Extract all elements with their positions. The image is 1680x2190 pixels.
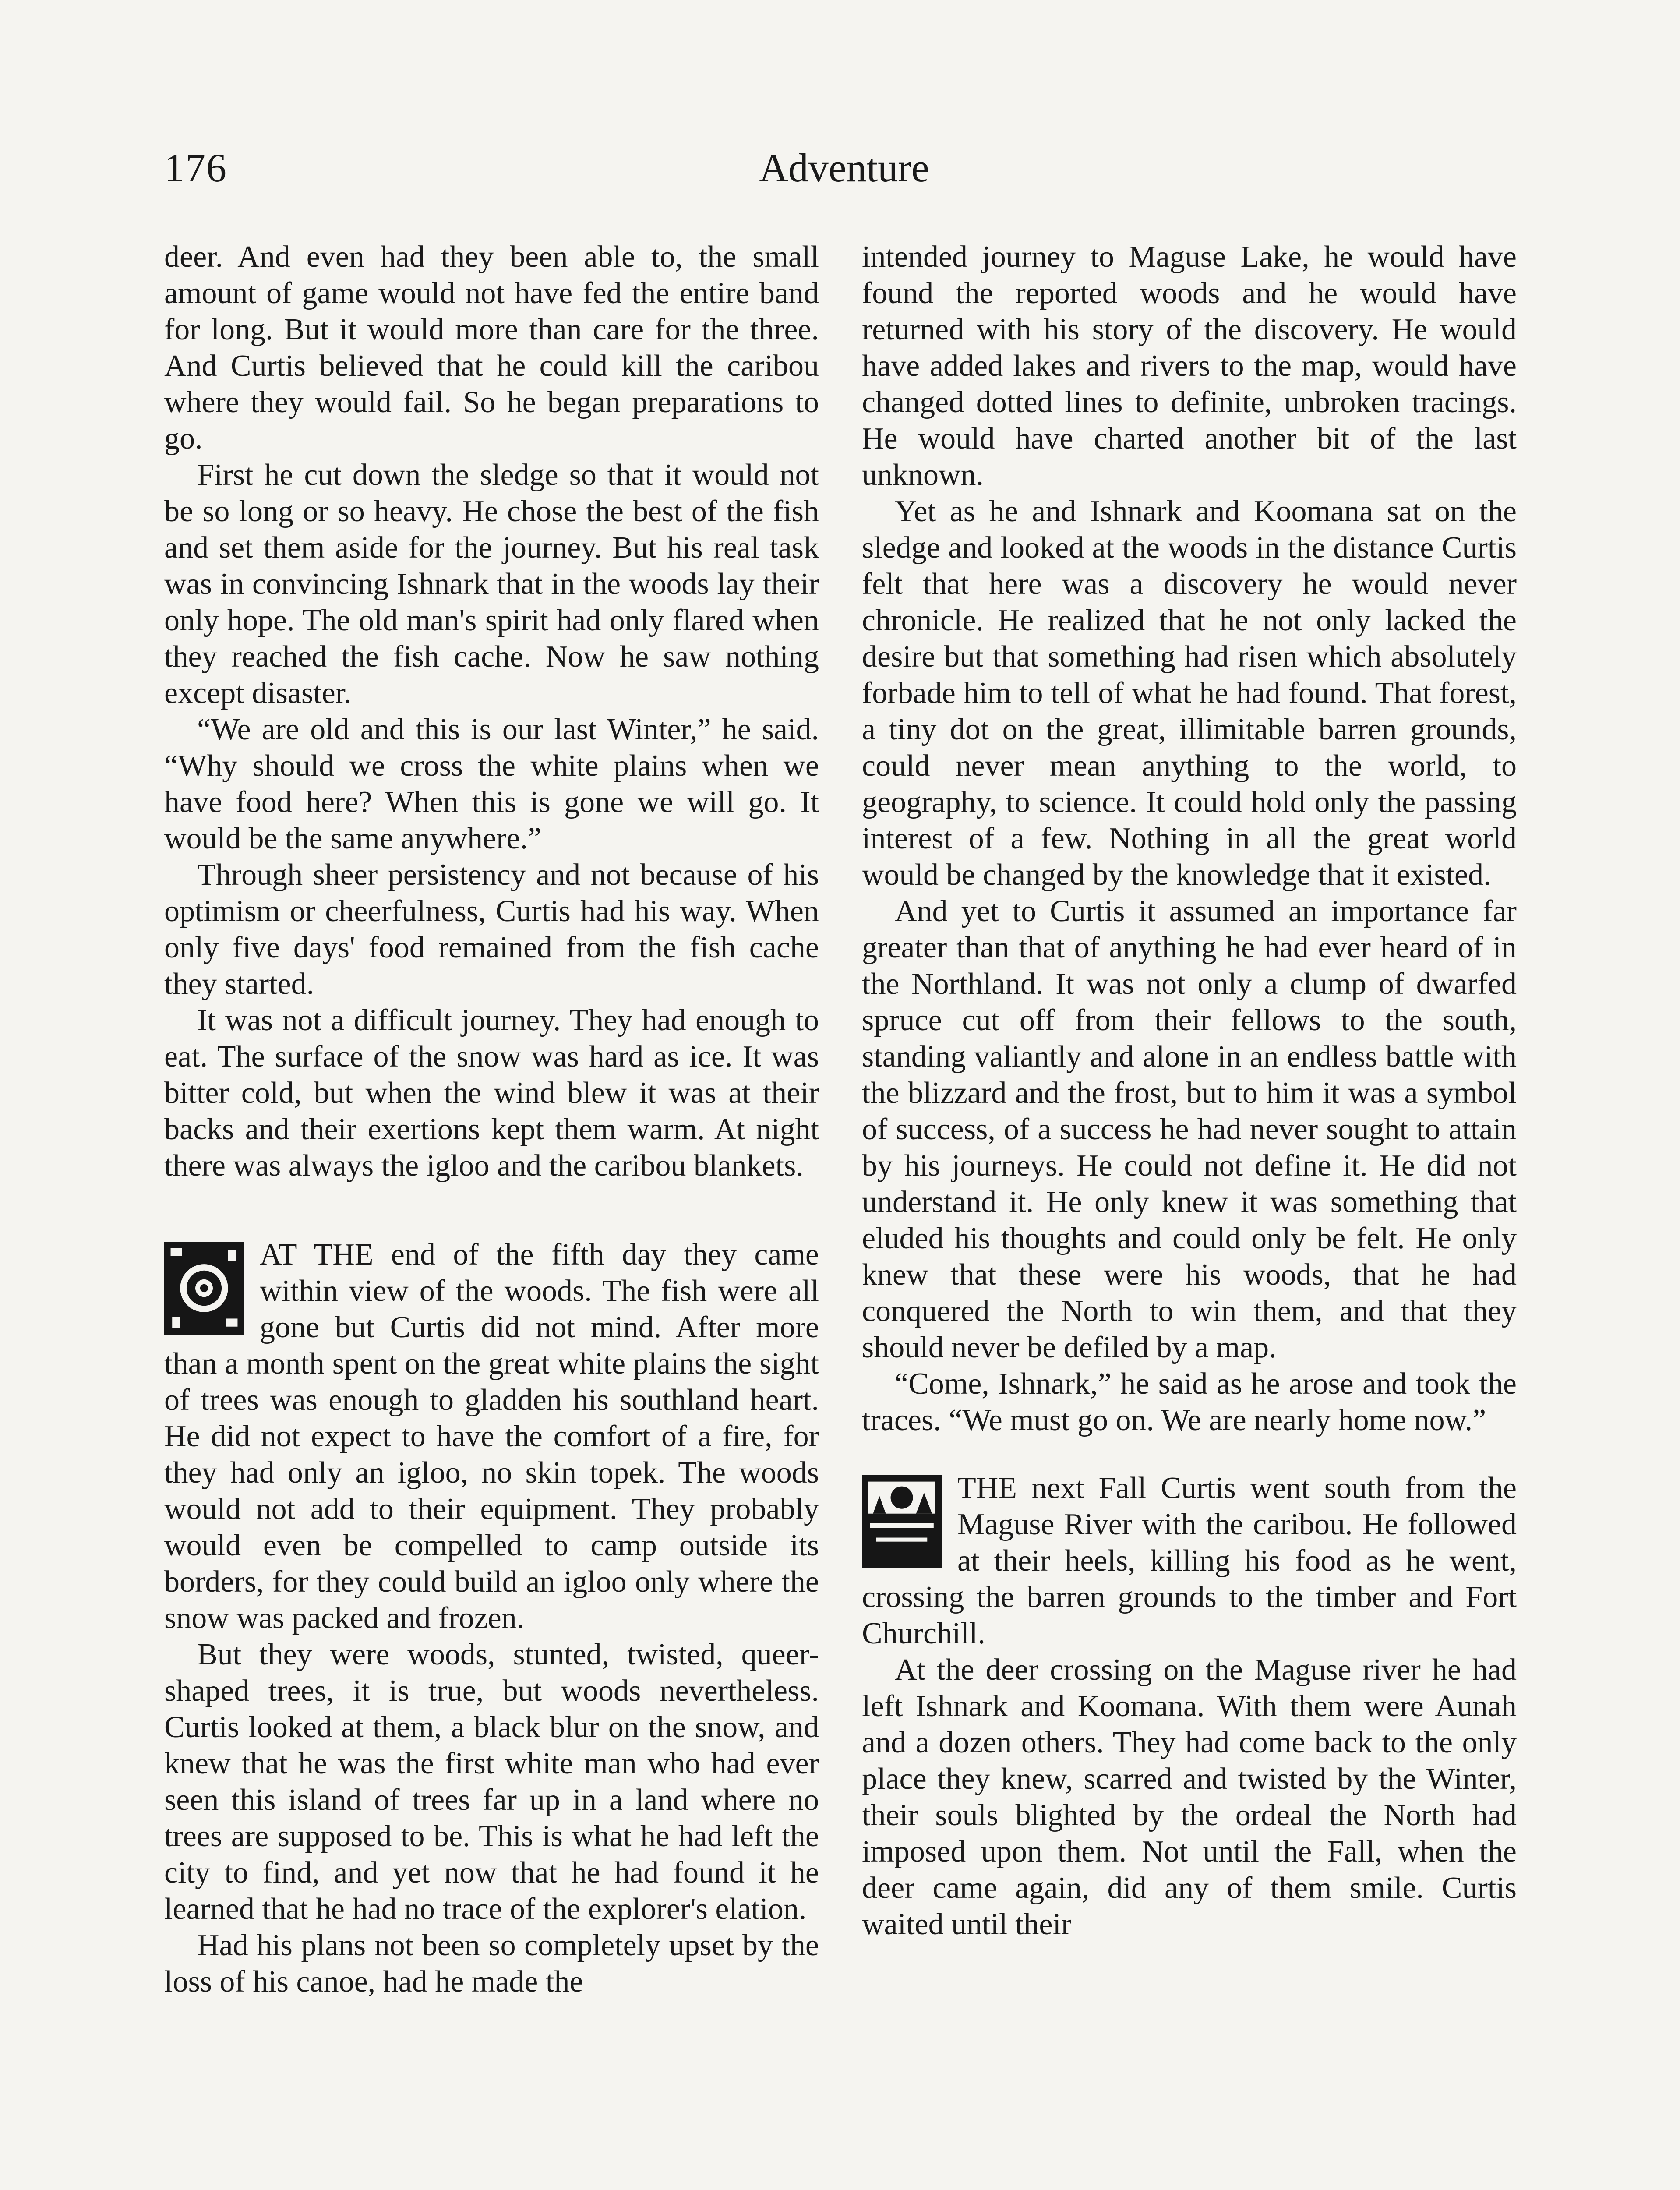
ornament-icon <box>862 1475 942 1568</box>
paragraph: First he cut down the sledge so that it would not be so long or so heavy. He chose the best of the fish and set them aside for the journey. But his real task was in convincing Ishnark that in the woods lay their only hope. The old man's spirit had only flared when they reached the fish cache. Now he saw nothing except disaster. <box>164 458 819 710</box>
paragraph: Through sheer persistency and not because of his optimism or cheerfulness, Curtis had his way. When only five days' food remained from the fish cache they started. <box>164 858 819 1001</box>
paragraph: THE next Fall Curtis went south from the Maguse River with the caribou. He followed at their heels, killing his food as he went, crossing the barren grounds to the timber and Fort Churchill. <box>862 1471 1517 1650</box>
paragraph: “Come, Ishnark,” he said as he arose and took the traces. “We must go on. We are nearly home now.” <box>862 1367 1517 1437</box>
page-header <box>164 145 1524 206</box>
paragraph: “We are old and this is our last Winter,” he said. “Why should we cross the white plains when we have food here? When this is gone we will go. It would be the same anywhere.” <box>164 713 819 855</box>
paragraph: deer. And even had they been able to, the small amount of game would not have fed the entire band for long. But it would more than care for the three. And Curtis believed that he could kill the caribou where they would fail. So he began preparations to go. <box>164 240 819 456</box>
paragraph: At the deer crossing on the Maguse river he had left Ishnark and Koomana. With them were Aunah and a dozen others. They had come back to the only place they knew, scarred and twisted by the Winter, their souls blighted by the ordeal the North had imposed upon them. Not until the Fall, when the deer came again, did any of them smile. Curtis waited until their <box>862 1653 1517 1941</box>
section-break <box>862 1438 1517 1470</box>
paragraph: intended journey to Maguse Lake, he would have found the reported woods and he would have returned with his story of the discovery. He would have added lakes and rivers to the map, would have changed dotted lines to definite, unbroken tracings. He would have charted another bit of the last unknown. <box>862 240 1517 492</box>
right-column <box>862 239 1517 1943</box>
paragraph: And yet to Curtis it assumed an importance far greater than that of anything he had ever heard of in the Northland. It was not only a clump of dwarfed spruce cut off from their fellows to the south, standing valiantly and alone in an endless battle with the blizzard and the frost, but to him it was a symbol of success, of a success he had never sought to attain by his journeys. He could not define it. He did not understand it. He only knew it was something that eluded his thoughts and could only be felt. He only knew that these were his woods, that he had conquered the North to win them, and that they should never be defiled by a map. <box>862 894 1517 1364</box>
paragraph: It was not a difficult journey. They had enough to eat. The surface of the snow was hard as ice. It was bitter cold, but when the wind blew it was at their backs and their exertions kept them warm. At night there was always the igloo and the caribou blankets. <box>164 1003 819 1183</box>
magazine-title: Adventure <box>759 145 929 190</box>
paragraph: Yet as he and Ishnark and Koomana sat on the sledge and looked at the woods in the distance Curtis felt that here was a discovery he would never chronicle. He realized that he not only lacked the desire but that something had risen which absolutely forbade him to tell of what he had found. That forest, a tiny dot on the great, illimitable barren grounds, could never mean anything to the world, to geography, to science. It could hold only the passing interest of a few. Nothing in all the great world would be changed by the knowledge that it existed. <box>862 495 1517 892</box>
section-break <box>164 1184 819 1236</box>
paragraph: Had his plans not been so completely upset by the loss of his canoe, had he made the <box>164 1929 819 1999</box>
page-number: 176 <box>164 145 227 190</box>
ornament-icon <box>164 1242 244 1335</box>
paragraph: AT THE end of the fifth day they came within view of the woods. The fish were all gone but Curtis did not mind. After more than a month spent on the great white plains the sight of trees was enough to gladden his southland heart. He did not expect to have the comfort of a fire, for they had only an igloo, no skin topek. The woods would not add to their equipment. They probably would even be compelled to camp outside its borders, for they could build an igloo only where the snow was packed and frozen. <box>164 1238 819 1635</box>
paragraph: But they were woods, stunted, twisted, queer-shaped trees, it is true, but woods nevertheless. Curtis looked at them, a black blur on the snow, and knew that he was the first white man who had ever seen this island of trees far up in a land where no trees are supposed to be. This is what he had left the city to find, and yet now that he had found it he learned that he had no trace of the explorer's elation. <box>164 1638 819 1926</box>
left-column <box>164 239 819 2000</box>
